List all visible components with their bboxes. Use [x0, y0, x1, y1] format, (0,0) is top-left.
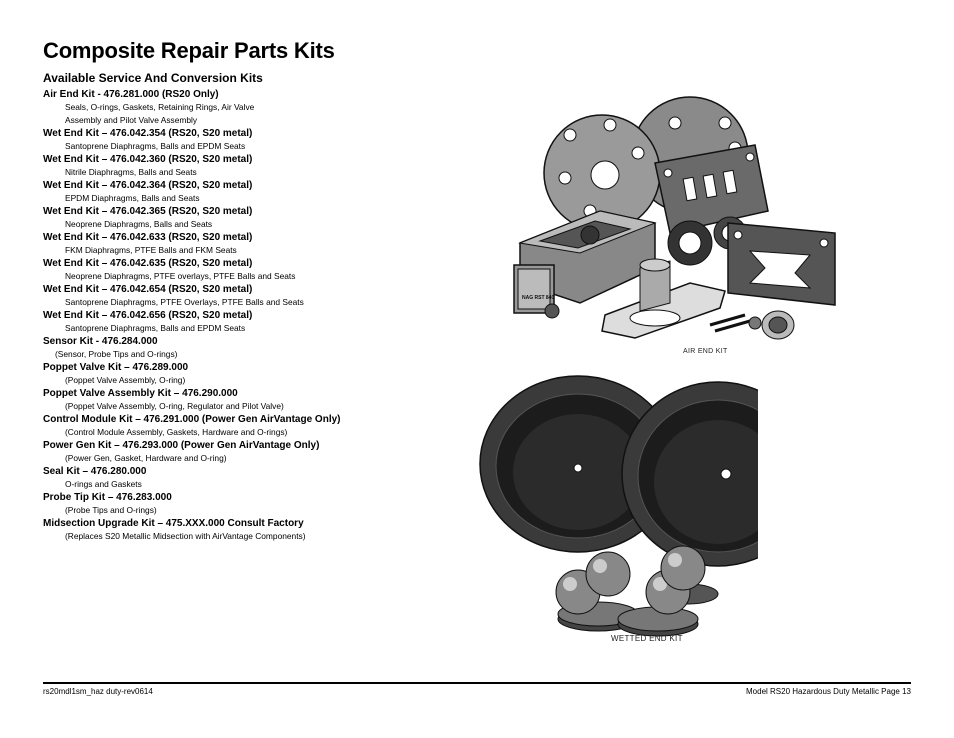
kit-description: Nitrile Diaphragms, Balls and Seats: [65, 167, 197, 177]
kit-name: Wet End Kit – 476.042.654 (RS20, S20 metal): [43, 284, 253, 295]
kit-description: (Control Module Assembly, Gaskets, Hardware and O-rings): [65, 427, 288, 437]
kit-name: Wet End Kit – 476.042.365 (RS20, S20 metal): [43, 206, 253, 217]
kit-item: [43, 387, 473, 413]
kit-name: Air End Kit - 476.281.000 (RS20 Only): [43, 89, 219, 100]
kit-name: Midsection Upgrade Kit – 475.XXX.000 Consult Factory: [43, 518, 304, 529]
page-title: Composite Repair Parts Kits: [43, 38, 335, 63]
kit-name: Wet End Kit – 476.042.364 (RS20, S20 metal): [43, 180, 253, 191]
kit-item: [43, 127, 473, 153]
kit-name: Sensor Kit - 476.284.000: [43, 336, 158, 347]
kit-description: Santoprene Diaphragms, Balls and EPDM Seats: [65, 141, 246, 151]
kit-item: [43, 517, 473, 543]
kit-item: [43, 257, 473, 283]
kit-name: Probe Tip Kit – 476.283.000: [43, 492, 172, 503]
kit-item: [43, 88, 473, 127]
kit-name: Wet End Kit – 476.042.633 (RS20, S20 metal): [43, 232, 253, 243]
kit-description: Seals, O-rings, Gaskets, Retaining Rings, Air Valve: [65, 102, 255, 112]
kit-description: EPDM Diaphragms, Balls and Seats: [65, 193, 200, 203]
check-balls: [556, 546, 705, 614]
kit-name: Wet End Kit – 476.042.354 (RS20, S20 metal): [43, 128, 253, 139]
footer-rule: [43, 682, 911, 684]
part-label-text: NAG RST 840: [522, 295, 555, 301]
kit-description: Neoprene Diaphragms, PTFE overlays, PTFE Balls and Seats: [65, 271, 296, 281]
kit-item: [43, 153, 473, 179]
kit-name: Poppet Valve Assembly Kit – 476.290.000: [43, 388, 238, 399]
kit-name: Power Gen Kit – 476.293.000 (Power Gen AirVantage Only): [43, 440, 320, 451]
kit-name: Control Module Kit – 476.291.000 (Power Gen AirVantage Only): [43, 414, 341, 425]
wetted-end-kit-figure: [478, 374, 758, 646]
wetted-end-kit-caption: WETTED END KIT: [611, 634, 683, 643]
kit-list: [43, 88, 473, 543]
kit-item: [43, 361, 473, 387]
kit-item: [43, 309, 473, 335]
kit-description: FKM Diaphragms, PTFE Balls and FKM Seats: [65, 245, 237, 255]
kit-item: [43, 491, 473, 517]
footer-doc-id: rs20mdl1sm_haz duty-rev0614: [43, 687, 153, 696]
kit-name: Wet End Kit – 476.042.656 (RS20, S20 metal): [43, 310, 253, 321]
kit-description: (Poppet Valve Assembly, O-ring, Regulator and Pilot Valve): [65, 401, 284, 411]
kit-description: Santoprene Diaphragms, Balls and EPDM Seats: [65, 323, 246, 333]
kit-name: Poppet Valve Kit – 476.289.000: [43, 362, 189, 373]
kit-description: Neoprene Diaphragms, Balls and Seats: [65, 219, 213, 229]
air-end-kit-figure: [510, 93, 850, 355]
gasket-plate-right: [728, 223, 835, 305]
kit-name: Seal Kit – 476.280.000: [43, 466, 147, 477]
kit-name: Wet End Kit – 476.042.635 (RS20, S20 metal): [43, 258, 253, 269]
kit-description: O-rings and Gaskets: [65, 479, 142, 489]
section-subtitle: Available Service And Conversion Kits: [43, 71, 263, 85]
kit-description: (Replaces S20 Metallic Midsection with AirVantage Components): [65, 531, 306, 541]
kit-item: [43, 283, 473, 309]
kit-description: Assembly and Pilot Valve Assembly: [65, 115, 198, 125]
kit-name: Wet End Kit – 476.042.360 (RS20, S20 metal): [43, 154, 253, 165]
kit-item: [43, 465, 473, 491]
air-valve-body: [514, 211, 655, 318]
air-end-kit-caption: AIR END KIT: [683, 348, 728, 355]
kit-description: Santoprene Diaphragms, PTFE Overlays, PTFE Balls and Seats: [65, 297, 304, 307]
kit-description: (Probe Tips and O-rings): [65, 505, 157, 515]
kit-item: [43, 179, 473, 205]
footer-page-label: Model RS20 Hazardous Duty Metallic Page 13: [746, 687, 911, 696]
kit-description: (Sensor, Probe Tips and O-rings): [55, 349, 178, 359]
kit-item: [43, 231, 473, 257]
kit-description: (Power Gen, Gasket, Hardware and O-ring): [65, 453, 227, 463]
kit-description: (Poppet Valve Assembly, O-ring): [65, 375, 186, 385]
kit-item: [43, 335, 473, 361]
kit-item: [43, 205, 473, 231]
kit-item: [43, 413, 473, 439]
kit-item: [43, 439, 473, 465]
